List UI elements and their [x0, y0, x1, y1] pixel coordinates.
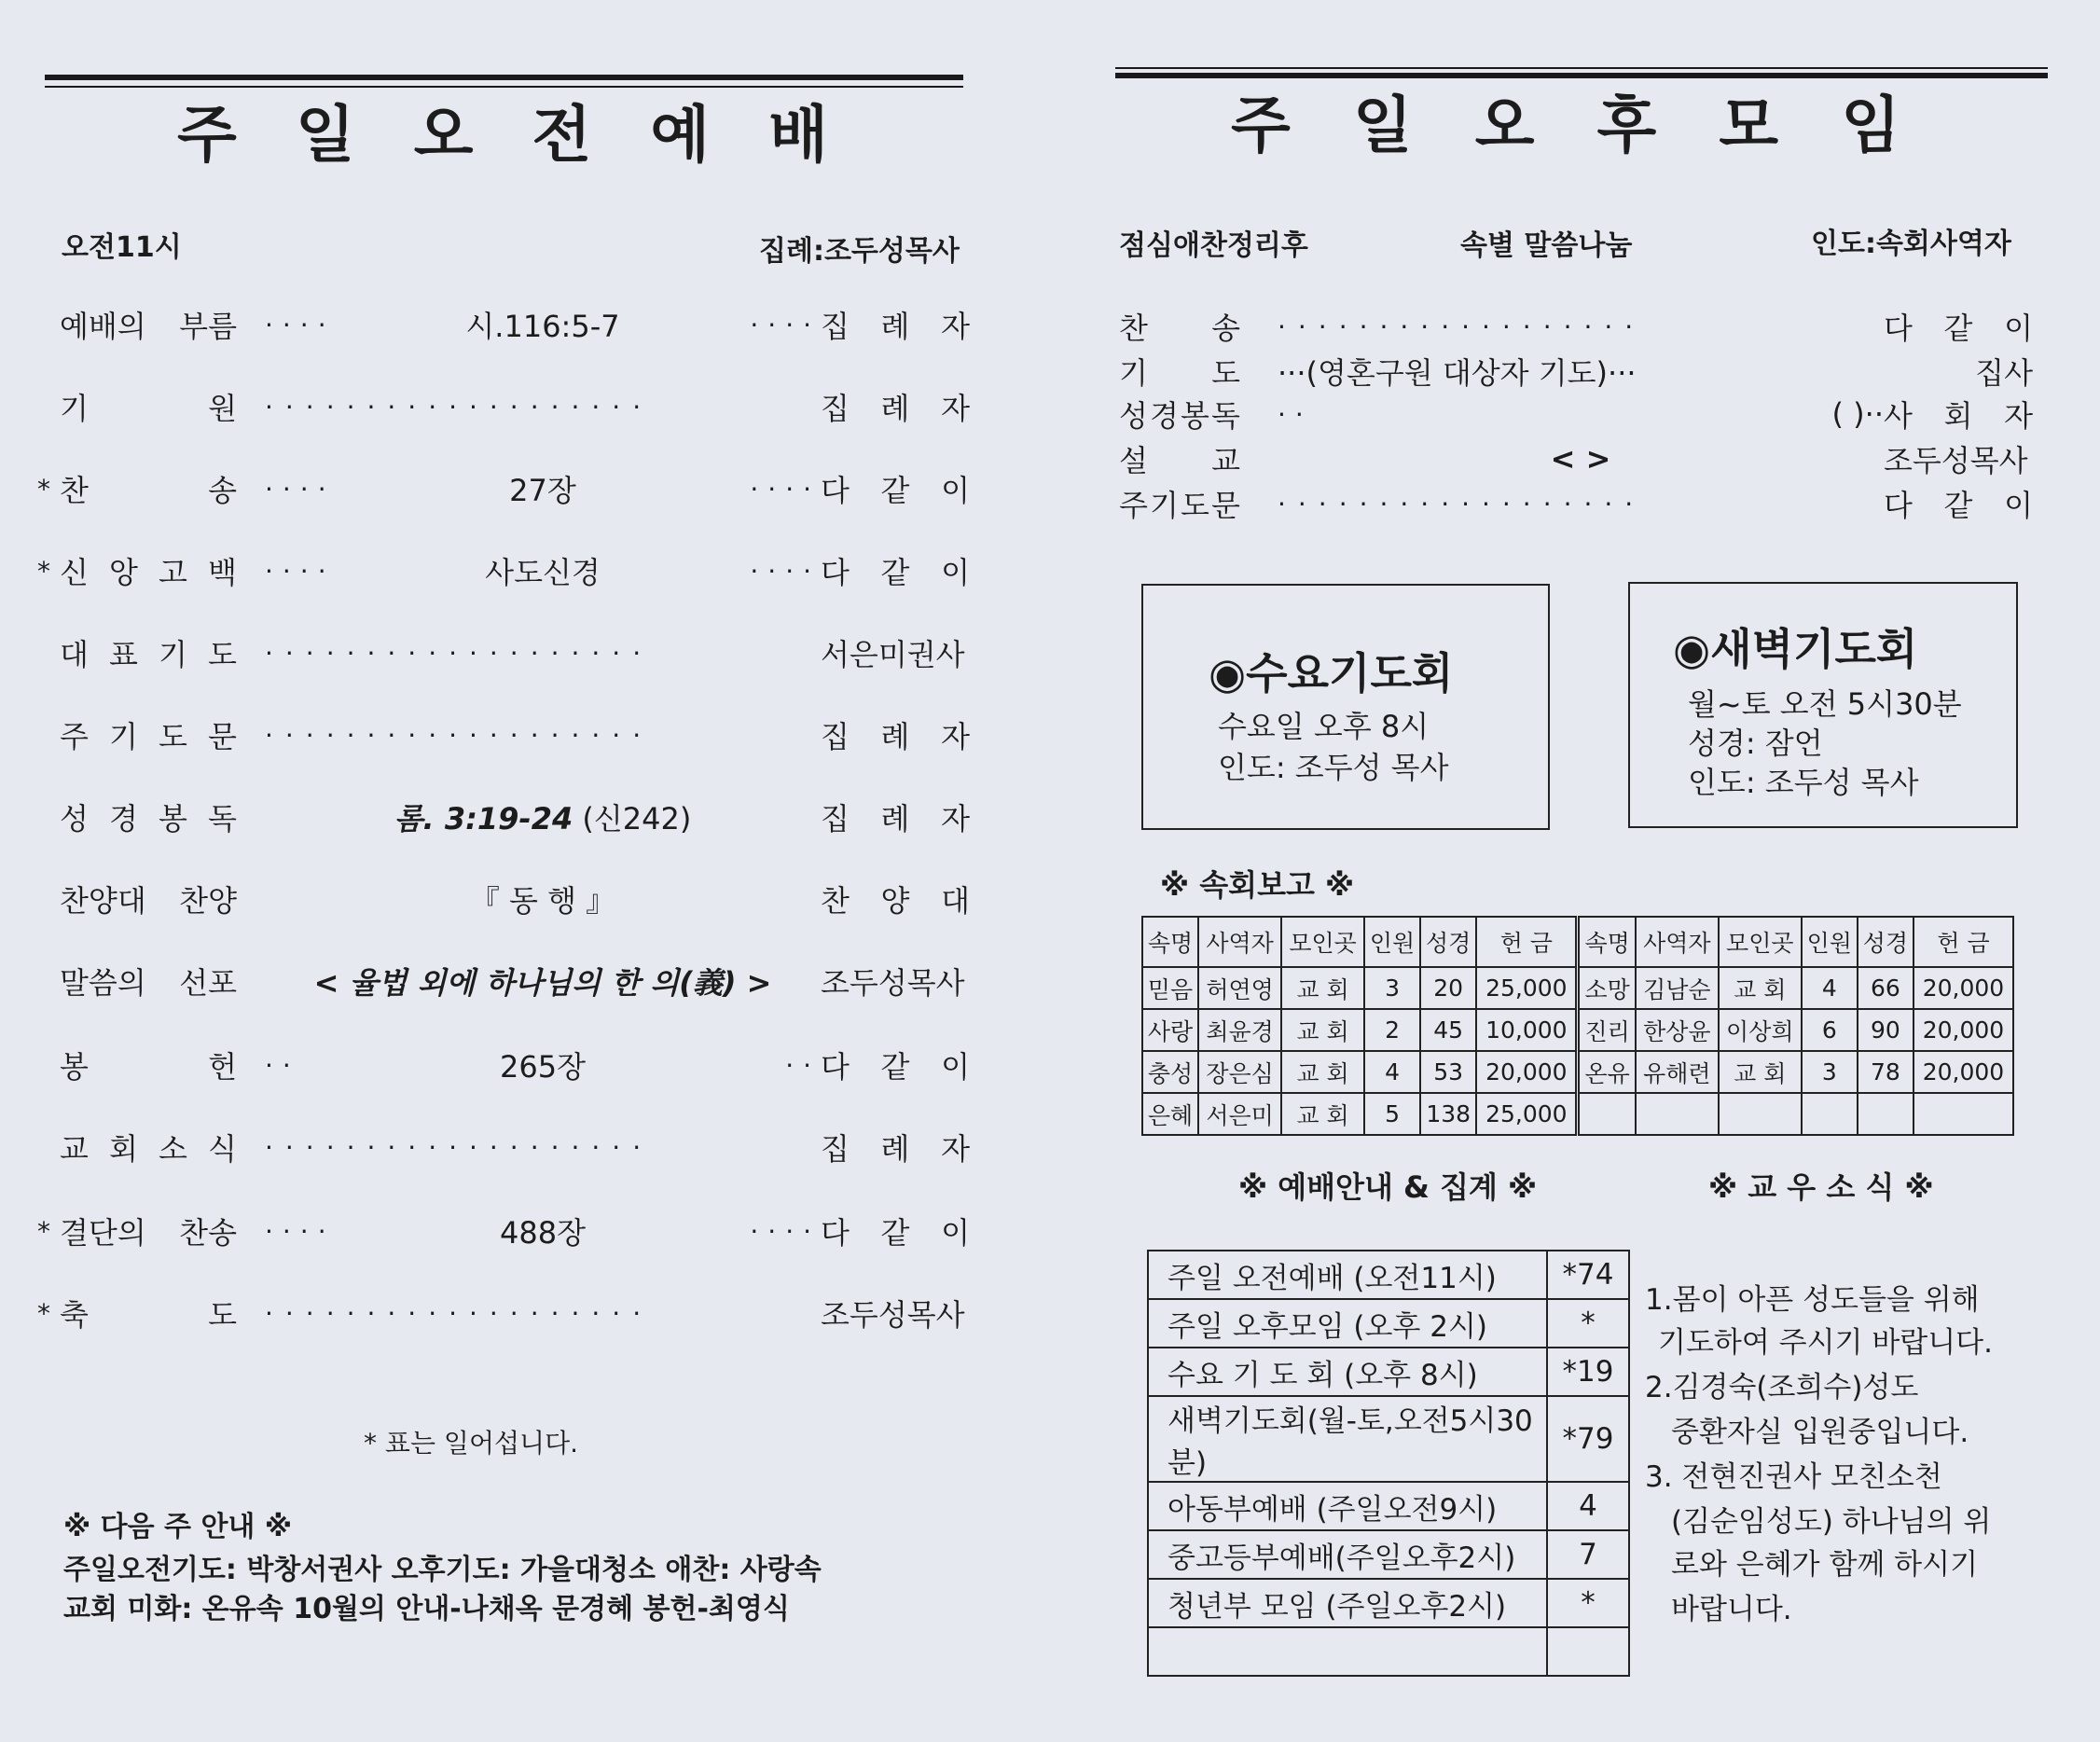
next-week-line: 교회 미화: 온유속 10월의 안내-나채옥 문경혜 봉헌-최영식 — [63, 1593, 790, 1625]
stand-note: * 표는 일어섭니다. — [364, 1428, 579, 1459]
table-row — [1148, 1579, 1629, 1627]
afternoon-order-row: 주 기 도 문 ·················· 다 같 이 — [1119, 481, 2033, 526]
table-cell: 사랑 — [1142, 1009, 1198, 1051]
title-char: 주 — [177, 98, 239, 171]
order-label: 찬 송 — [60, 473, 237, 508]
order-role: 집사 — [1975, 355, 2033, 391]
title-char: 임 — [1841, 89, 1902, 161]
cell-report-table — [1141, 916, 2014, 1136]
news-title: ※ 교 우 소 식 ※ — [1708, 1169, 1934, 1205]
stand-mark: * — [37, 473, 50, 505]
table-cell: 김남순 — [1636, 967, 1719, 1009]
table-cell — [1719, 1093, 1802, 1135]
service-count: 4 — [1547, 1482, 1629, 1530]
table-row — [1148, 1251, 1629, 1299]
order-label: 주 기 도 문 — [1119, 488, 1240, 523]
order-label: 기 원 — [60, 391, 237, 426]
table-cell: 서은미 — [1198, 1093, 1281, 1135]
order-label: 신 앙 고 백 — [60, 555, 237, 590]
order-label: 기 도 — [1119, 355, 1240, 391]
scripture-ref: 롬. 3:19-24 — [394, 801, 573, 836]
title-char: 일 — [295, 98, 357, 171]
order-role: 다 같 이 — [821, 555, 970, 590]
dawn-prayer-title: ◉새벽기도회 — [1673, 624, 1918, 674]
table-row — [1142, 967, 2013, 1009]
table-cell: 45 — [1420, 1009, 1476, 1051]
column-header: 속명 — [1142, 917, 1198, 967]
title-char: 배 — [768, 98, 830, 171]
order-label: 설 교 — [1119, 443, 1240, 478]
wednesday-prayer-line: 인도: 조두성 목사 — [1218, 750, 1449, 785]
service-name: 새벽기도회(월-토,오전5시30분) — [1148, 1396, 1547, 1482]
order-detail: 27장 — [509, 473, 576, 508]
service-count: *19 — [1547, 1348, 1629, 1396]
title-char: 후 — [1596, 89, 1659, 161]
order-role: 조두성목사 — [1884, 443, 2028, 478]
order-label: 성 경 봉 독 — [60, 801, 237, 836]
order-role: 다 같 이 — [821, 1215, 970, 1251]
order-label: 성 경 봉 독 — [1119, 398, 1240, 434]
table-cell: 20,000 — [1913, 1051, 2013, 1093]
wednesday-prayer-line: 수요일 오후 8시 — [1218, 709, 1430, 744]
order-row: * 결단의 찬송 ···· 488장 ···· 다 같 이 — [37, 1203, 970, 1259]
table-cell: 교 회 — [1719, 967, 1802, 1009]
table-row — [1142, 1051, 2013, 1093]
order-role: 사 회 자 — [1884, 398, 2033, 434]
sunday-afternoon-panel — [1100, 0, 2100, 1742]
dawn-prayer-box — [1628, 582, 2018, 828]
title-char: 일 — [1352, 89, 1415, 161]
order-detail: ( )·· — [1831, 396, 1884, 432]
order-row — [37, 789, 970, 845]
order-row: 대 표 기 도 ··················· 서은미권사 — [37, 625, 970, 681]
table-cell: 교 회 — [1281, 1093, 1364, 1135]
table-cell: 소망 — [1578, 967, 1636, 1009]
table-row — [1148, 1627, 1629, 1676]
title-rule-thin — [1115, 67, 2048, 69]
hymn-ref: (신242) — [582, 801, 692, 836]
afternoon-order-row — [1119, 436, 2033, 481]
column-header: 성경 — [1858, 917, 1913, 967]
column-header: 성경 — [1420, 917, 1476, 967]
afternoon-order-row: 찬 송 ·················· 다 같 이 — [1119, 304, 2033, 349]
service-count — [1547, 1627, 1629, 1676]
order-role: 집 례 자 — [821, 391, 970, 426]
table-cell: 한상윤 — [1636, 1009, 1719, 1051]
order-row: * 축 도 ··················· 조두성목사 — [37, 1285, 970, 1341]
dawn-prayer-line: 인도: 조두성 목사 — [1688, 765, 1919, 800]
order-label: 말씀의 선포 — [60, 965, 237, 1001]
table-cell: 10,000 — [1476, 1009, 1578, 1051]
table-cell: 4 — [1802, 967, 1858, 1009]
order-role: 집 례 자 — [821, 309, 970, 344]
sunday-morning-service-panel — [0, 0, 1007, 1742]
table-cell: 은혜 — [1142, 1093, 1198, 1135]
order-label: 예배의 부름 — [60, 309, 237, 344]
order-row: 봉 헌 ·· 265장 ·· 다 같 이 — [37, 1037, 970, 1093]
news-line: 1.몸이 아픈 성도들을 위해 — [1645, 1283, 1980, 1317]
order-row: 교 회 소 식 ··················· 집 례 자 — [37, 1119, 970, 1175]
service-name: 주일 오전예배 (오전11시) — [1148, 1251, 1547, 1299]
order-label: 찬 송 — [1119, 311, 1240, 346]
title-rule-thick — [45, 75, 963, 80]
table-header-row — [1142, 917, 2013, 967]
order-detail: ···(영혼구원 대상자 기도)··· — [1278, 355, 1637, 391]
table-cell: 교 회 — [1281, 1009, 1364, 1051]
order-label: 교 회 소 식 — [60, 1131, 237, 1167]
service-count: *74 — [1547, 1251, 1629, 1299]
news-line: 2.김경숙(조희수)성도 — [1645, 1371, 1919, 1404]
table-cell — [1636, 1093, 1719, 1135]
table-cell — [1858, 1093, 1913, 1135]
table-cell: 장은심 — [1198, 1051, 1281, 1093]
sermon-title: < 율법 외에 하나님의 한 의(義) > — [313, 965, 772, 1001]
table-cell: 4 — [1364, 1051, 1420, 1093]
news-line: 로와 은혜가 함께 하시기 — [1671, 1548, 1979, 1582]
table-cell: 78 — [1858, 1051, 1913, 1093]
afternoon-order-row: 성 경 봉 독 ·· ( )·· 사 회 자 — [1119, 392, 2033, 436]
order-row: 주 기 도 문 ··················· 집 례 자 — [37, 707, 970, 763]
next-week-line: 주일오전기도: 박창서권사 오후기도: 가을대청소 애찬: 사랑속 — [63, 1554, 822, 1586]
order-role: 조두성목사 — [821, 965, 965, 1001]
wednesday-prayer-box — [1141, 584, 1550, 830]
table-cell: 교 회 — [1281, 1051, 1364, 1093]
table-row — [1148, 1396, 1629, 1482]
table-cell: 20 — [1420, 967, 1476, 1009]
service-name: 아동부예배 (주일오전9시) — [1148, 1482, 1547, 1530]
order-label: 결단의 찬송 — [60, 1215, 237, 1251]
news-line: 바랍니다. — [1671, 1593, 1792, 1626]
title-char: 오 — [413, 98, 476, 171]
afternoon-meta-left: 점심애찬정리후 — [1119, 229, 1308, 262]
order-label: 주 기 도 문 — [60, 719, 237, 754]
title-char: 모 — [1719, 89, 1781, 161]
table-cell: 교 회 — [1281, 967, 1364, 1009]
afternoon-meta-center: 속별 말씀나눔 — [1460, 229, 1633, 262]
table-row — [1148, 1348, 1629, 1396]
next-week-title: ※ 다음 주 안내 ※ — [63, 1511, 293, 1543]
service-count: * — [1547, 1579, 1629, 1627]
order-detail: 488장 — [500, 1215, 586, 1251]
service-name — [1148, 1627, 1547, 1676]
order-detail: 사도신경 — [485, 555, 601, 590]
service-count: 7 — [1547, 1530, 1629, 1579]
anthem-title: 『 동 행 』 — [469, 883, 616, 919]
column-header: 모인곳 — [1281, 917, 1364, 967]
service-count: *79 — [1547, 1396, 1629, 1482]
order-role: 집 례 자 — [821, 719, 970, 754]
table-cell: 5 — [1364, 1093, 1420, 1135]
services-title: ※ 예배안내 & 집계 ※ — [1238, 1169, 1538, 1205]
order-role: 집 례 자 — [821, 1131, 970, 1167]
column-header: 헌 금 — [1913, 917, 2013, 967]
table-cell — [1802, 1093, 1858, 1135]
cell-report-title: ※ 속회보고 ※ — [1160, 867, 1355, 903]
stand-mark: * — [37, 1297, 50, 1329]
order-role: 집 례 자 — [821, 801, 970, 836]
table-cell: 최윤경 — [1198, 1009, 1281, 1051]
table-cell: 53 — [1420, 1051, 1476, 1093]
column-header: 인원 — [1364, 917, 1420, 967]
order-row: * 찬 송 ···· 27장 ···· 다 같 이 — [37, 461, 970, 517]
order-role: 서은미권사 — [821, 637, 965, 672]
column-header: 헌 금 — [1476, 917, 1578, 967]
service-time: 오전11시 — [62, 231, 182, 264]
table-cell: 25,000 — [1476, 967, 1578, 1009]
table-cell: 20,000 — [1913, 1009, 2013, 1051]
title-char: 주 — [1231, 89, 1292, 161]
order-label: 찬양대 찬양 — [60, 883, 237, 919]
table-cell: 온유 — [1578, 1051, 1636, 1093]
dawn-prayer-line: 월~토 오전 5시30분 — [1688, 686, 1962, 722]
order-role: 다 같 이 — [1884, 488, 2033, 523]
order-row: 기 원 ··················· 집 례 자 — [37, 379, 970, 435]
table-row — [1142, 1093, 2013, 1135]
column-header: 속명 — [1578, 917, 1636, 967]
order-label: 봉 헌 — [60, 1049, 237, 1085]
table-cell: 이상희 — [1719, 1009, 1802, 1051]
title-char: 예 — [650, 98, 712, 171]
order-role: 조두성목사 — [821, 1297, 965, 1333]
service-name: 주일 오후모임 (오후 2시) — [1148, 1299, 1547, 1348]
afternoon-meta-right: 인도:속회사역자 — [1811, 228, 2011, 260]
service-name: 중고등부예배(주일오후2시) — [1148, 1530, 1547, 1579]
table-cell: 3 — [1364, 967, 1420, 1009]
order-label: 대 표 기 도 — [60, 637, 237, 672]
table-cell: 교 회 — [1719, 1051, 1802, 1093]
table-cell: 믿음 — [1142, 967, 1198, 1009]
column-header: 인원 — [1802, 917, 1858, 967]
stand-mark: * — [37, 1215, 50, 1247]
table-cell: 충성 — [1142, 1051, 1198, 1093]
table-cell: 6 — [1802, 1009, 1858, 1051]
column-header: 사역자 — [1636, 917, 1719, 967]
table-cell: 25,000 — [1476, 1093, 1578, 1135]
order-row — [37, 953, 970, 1009]
table-cell: 138 — [1420, 1093, 1476, 1135]
dawn-prayer-line: 성경: 잠언 — [1688, 726, 1823, 761]
table-cell: 유해련 — [1636, 1051, 1719, 1093]
news-line: 중환자실 입원중입니다. — [1671, 1416, 1969, 1449]
order-row — [37, 871, 970, 927]
order-detail: 265장 — [500, 1049, 586, 1085]
table-cell: 허연영 — [1198, 967, 1281, 1009]
stand-mark: * — [37, 555, 50, 587]
table-cell: 90 — [1858, 1009, 1913, 1051]
news-line: 3. 전현진권사 모친소천 — [1645, 1460, 1942, 1494]
order-role: 다 같 이 — [821, 473, 970, 508]
table-row — [1142, 1009, 2013, 1051]
table-cell: 2 — [1364, 1009, 1420, 1051]
table-row — [1148, 1530, 1629, 1579]
afternoon-order-row — [1119, 349, 2033, 394]
table-row — [1148, 1482, 1629, 1530]
order-role: 찬 양 대 — [821, 883, 970, 919]
table-row — [1148, 1299, 1629, 1348]
title-char: 오 — [1474, 89, 1537, 161]
order-role: 다 같 이 — [821, 1049, 970, 1085]
presider: 집례:조두성목사 — [759, 235, 960, 268]
table-cell: 20,000 — [1913, 967, 2013, 1009]
column-header: 사역자 — [1198, 917, 1281, 967]
service-count: * — [1547, 1299, 1629, 1348]
column-header: 모인곳 — [1719, 917, 1802, 967]
order-role: 다 같 이 — [1884, 311, 2033, 346]
table-cell: 20,000 — [1476, 1051, 1578, 1093]
page-title-morning — [177, 91, 830, 171]
news-line: (김순임성도) 하나님의 위 — [1671, 1505, 1992, 1539]
page-title-afternoon — [1231, 82, 1902, 161]
service-name: 수요 기 도 회 (오후 8시) — [1148, 1348, 1547, 1396]
table-cell — [1578, 1093, 1636, 1135]
sermon-placeholder: < > — [1550, 441, 1611, 477]
order-detail: 시.116:5-7 — [465, 309, 620, 344]
order-label: 축 도 — [60, 1297, 237, 1333]
title-char: 전 — [532, 98, 594, 171]
table-cell: 3 — [1802, 1051, 1858, 1093]
table-cell: 66 — [1858, 967, 1913, 1009]
services-table — [1147, 1250, 1630, 1677]
order-row: * 신 앙 고 백 ···· 사도신경 ···· 다 같 이 — [37, 543, 970, 599]
news-line: 기도하여 주시기 바랍니다. — [1658, 1326, 1993, 1360]
wednesday-prayer-title: ◉수요기도회 — [1209, 648, 1454, 698]
order-row: 예배의 부름 ···· 시.116:5-7 ···· 집 례 자 — [37, 297, 970, 353]
table-cell — [1913, 1093, 2013, 1135]
table-cell: 진리 — [1578, 1009, 1636, 1051]
service-name: 청년부 모임 (주일오후2시) — [1148, 1579, 1547, 1627]
